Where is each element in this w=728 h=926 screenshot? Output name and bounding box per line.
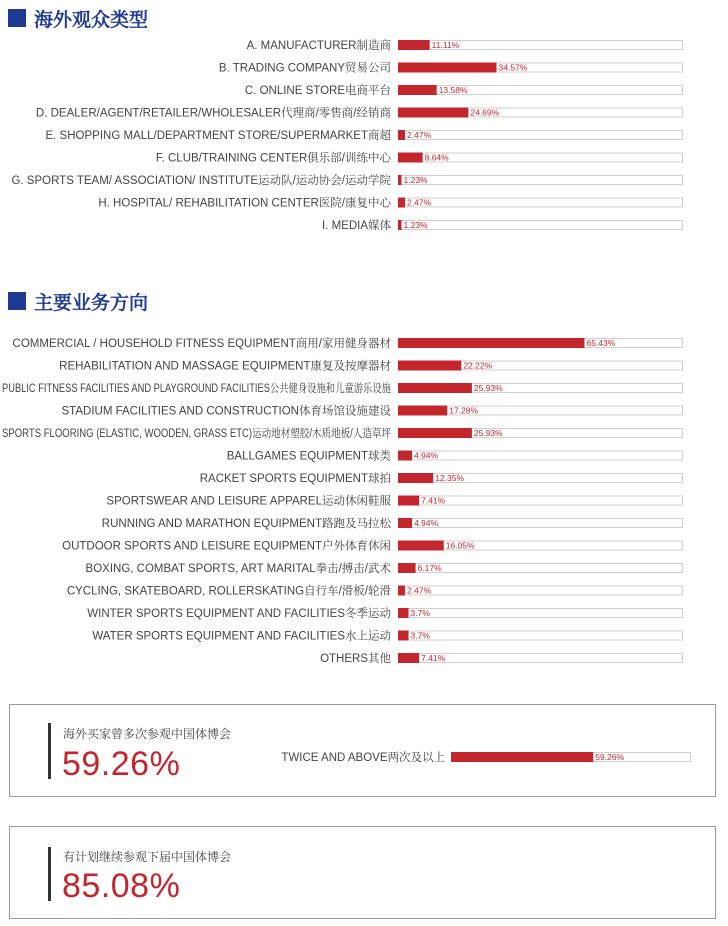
box-accent-bar xyxy=(48,847,51,901)
repeat-visit-value: 59.26% xyxy=(62,745,181,783)
plan-return-value: 85.08% xyxy=(62,867,181,905)
bar xyxy=(398,406,447,416)
business-focus-chart xyxy=(0,333,728,673)
category-label: BOXING, COMBAT SPORTS, ART MARITAL拳击/搏击/武术 xyxy=(85,563,391,575)
category-label: PUBLIC FITNESS FACILITIES AND PLAYGROUND FACILITIES公共健身设施和儿童游乐设施 xyxy=(2,383,483,395)
value-label: 8.64% xyxy=(424,152,449,163)
bar xyxy=(398,653,419,663)
value-label: 25.93% xyxy=(473,383,503,393)
bar xyxy=(398,451,412,461)
category-label: F. CLUB/TRAINING CENTER俱乐部/训练中心 xyxy=(155,152,391,165)
bar-track xyxy=(399,451,683,460)
bar xyxy=(398,473,433,483)
bar xyxy=(398,338,584,348)
category-label: CYCLING, SKATEBOARD, ROLLERSKATING自行车/滑板/轮滑 xyxy=(66,585,391,598)
category-label: WINTER SPORTS EQUIPMENT AND FACILITIES冬季运动 xyxy=(87,608,391,620)
visitor-types-chart xyxy=(0,35,728,240)
plan-return-box xyxy=(9,826,716,919)
section-title-visitor-types xyxy=(8,6,148,30)
bar xyxy=(451,752,593,762)
category-label: RUNNING AND MARATHON EQUIPMENT路跑及马拉松 xyxy=(101,518,391,530)
bar-track xyxy=(399,609,683,618)
section-title-text: 海外观众类型 xyxy=(34,9,149,31)
bar xyxy=(398,63,497,73)
value-label: 3.7% xyxy=(410,630,430,641)
category-label: STADIUM FACILITIES AND CONSTRUCTION体育场馆设施建设 xyxy=(61,405,391,418)
category-label: E. SHOPPING MALL/DEPARTMENT STORE/SUPERMARKET商超 xyxy=(45,130,391,142)
bar xyxy=(398,40,430,50)
category-label: OUTDOOR SPORTS AND LEISURE EQUIPMENT户外体育休闲 xyxy=(62,540,391,553)
bar-track xyxy=(399,131,683,140)
bar xyxy=(398,130,405,140)
bar xyxy=(398,428,472,438)
value-label: 7.41% xyxy=(421,495,446,506)
value-label: 1.23% xyxy=(403,175,428,185)
bar xyxy=(398,518,412,528)
value-label: 13.58% xyxy=(438,85,468,95)
value-label: 34.57% xyxy=(498,62,528,73)
bar xyxy=(398,541,444,551)
bar-track xyxy=(399,519,683,528)
repeat-visit-chart xyxy=(10,745,715,769)
bar xyxy=(398,220,402,230)
category-label: COMMERCIAL / HOUSEHOLD FITNESS EQUIPMENT商用/家用健身器材 xyxy=(12,338,391,350)
category-label: OTHERS其他 xyxy=(320,653,391,665)
value-label: 24.69% xyxy=(470,107,500,118)
category-label: A. MANUFACTURER制造商 xyxy=(246,40,391,52)
bar-track xyxy=(399,198,683,207)
category-label: B. TRADING COMPANY贸易公司 xyxy=(218,62,391,75)
category-label: SPORTSWEAR AND LEISURE APPAREL运动休闲鞋服 xyxy=(106,495,391,508)
bar xyxy=(398,631,409,641)
category-label: D. DEALER/AGENT/RETAILER/WHOLESALER代理商/零售商/经销商 xyxy=(35,107,391,120)
title-square-icon xyxy=(8,292,26,310)
value-label: 22.22% xyxy=(463,360,493,371)
repeat-visit-caption: 海外买家曾多次参观中国体博会 xyxy=(63,727,232,741)
value-label: 2.47% xyxy=(407,130,432,140)
value-label: 4.94% xyxy=(414,450,439,461)
category-label: TWICE AND ABOVE两次及以上 xyxy=(281,752,445,764)
value-label: 3.7% xyxy=(410,608,430,618)
value-label: 7.41% xyxy=(421,653,446,663)
value-label: 16.05% xyxy=(445,540,475,551)
category-label: C. ONLINE STORE电商平台 xyxy=(244,85,391,97)
bar xyxy=(398,361,461,371)
value-label: 4.94% xyxy=(414,518,439,528)
bar-track xyxy=(399,176,683,185)
title-square-icon xyxy=(8,9,26,27)
category-label: WATER SPORTS EQUIPMENT AND FACILITIES水上运动 xyxy=(92,630,391,643)
category-label: I. MEDIA媒体 xyxy=(321,220,391,232)
category-label: SPORTS FLOORING (ELASTIC, WOODEN, GRASS ETC)运动地材塑胶/木质地板/人造草坪 xyxy=(2,428,471,440)
category-label: REHABILITATION AND MASSAGE EQUIPMENT康复及按摩器材 xyxy=(59,360,391,373)
value-label: 11.11% xyxy=(431,40,460,50)
section-title-text: 主要业务方向 xyxy=(34,292,149,314)
bar-track xyxy=(399,631,683,640)
category-label: RACKET SPORTS EQUIPMENT球拍 xyxy=(199,473,391,485)
category-label: BALLGAMES EQUIPMENT球类 xyxy=(226,450,391,463)
value-label: 12.35% xyxy=(435,473,465,483)
category-label: G. SPORTS TEAM/ ASSOCIATION/ INSTITUTE运动队/运动协会/运动学院 xyxy=(11,175,391,187)
section-title-business-focus xyxy=(8,289,148,313)
value-label: 17.28% xyxy=(449,405,479,416)
bar xyxy=(398,153,423,163)
bar-track xyxy=(399,586,683,595)
value-label: 6.17% xyxy=(417,563,442,573)
category-label: H. HOSPITAL/ REHABILITATION CENTER医院/康复中心 xyxy=(98,197,391,210)
bar xyxy=(398,496,419,506)
value-label: 59.26% xyxy=(595,752,625,762)
bar xyxy=(398,608,409,618)
value-label: 2.47% xyxy=(407,197,432,208)
repeat-visit-box xyxy=(9,704,716,797)
bar xyxy=(398,85,437,95)
bar xyxy=(398,198,405,208)
value-label: 25.93% xyxy=(473,428,503,438)
value-label: 2.47% xyxy=(407,585,432,596)
bar xyxy=(398,586,405,596)
value-label: 1.23% xyxy=(403,220,428,230)
bar xyxy=(398,563,416,573)
bar xyxy=(398,383,472,393)
plan-return-caption: 有计划继续参观下届中国体博会 xyxy=(63,850,232,864)
bar xyxy=(398,108,468,118)
bar-track xyxy=(399,221,683,230)
value-label: 65.43% xyxy=(586,338,616,348)
bar xyxy=(398,175,402,185)
